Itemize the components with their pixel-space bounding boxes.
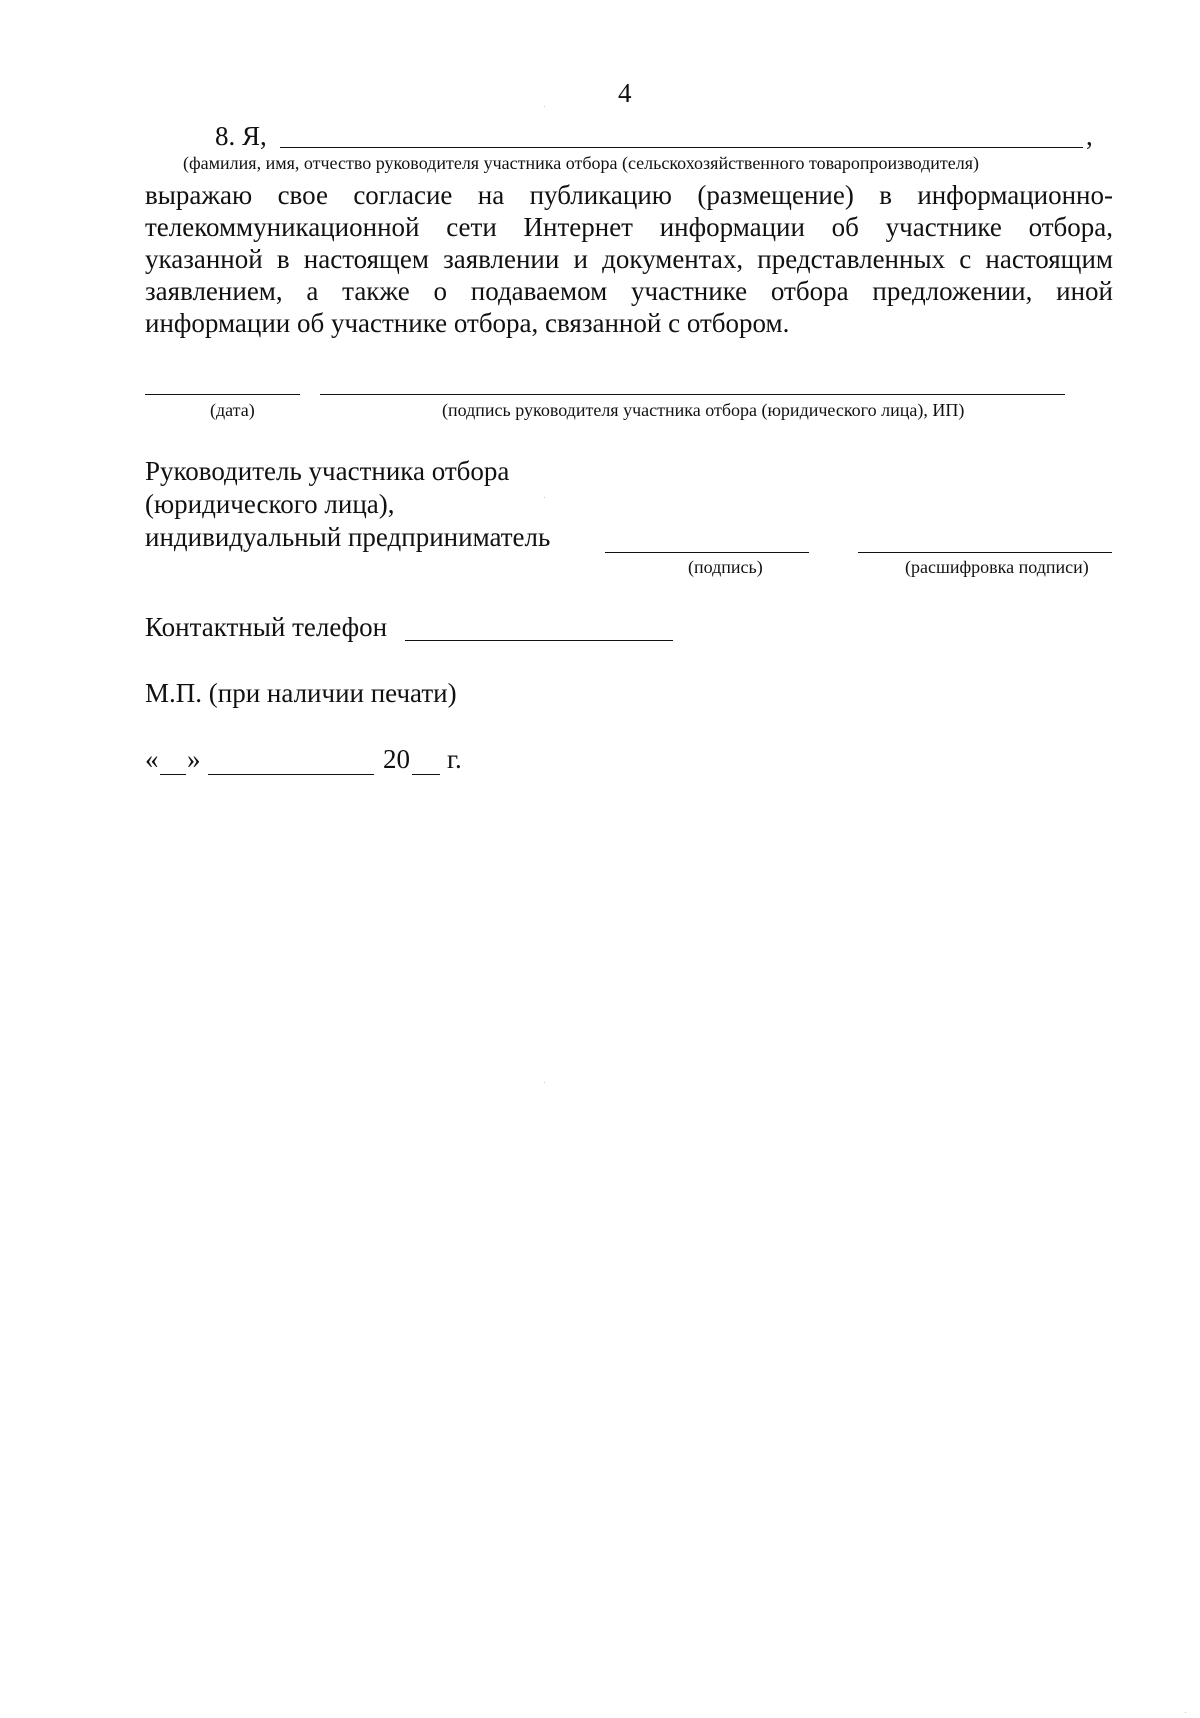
scan-speck bbox=[544, 1082, 545, 1083]
head-signature-line[interactable] bbox=[320, 394, 1065, 395]
contact-phone-input-line[interactable] bbox=[405, 640, 673, 641]
open-quote: « bbox=[145, 744, 159, 774]
head-line-3: индивидуальный предприниматель bbox=[145, 522, 551, 552]
signature-input-line[interactable] bbox=[605, 552, 809, 553]
month-input-line[interactable] bbox=[208, 774, 374, 775]
contact-phone-label: Контактный телефон bbox=[145, 612, 388, 642]
head-line-2: (юридического лица), bbox=[145, 489, 395, 519]
year-suffix: г. bbox=[447, 744, 462, 774]
decoding-input-line[interactable] bbox=[858, 552, 1112, 553]
scan-speck bbox=[1185, 1712, 1186, 1713]
date-caption: (дата) bbox=[210, 400, 255, 420]
consent-line-1: выражаю свое согласие на публикацию (размещение) в информационно- bbox=[145, 180, 1113, 210]
trailing-comma: , bbox=[1086, 121, 1093, 151]
consent-line-4: заявлением, а также о подаваемом участнике отбора предложении, иной bbox=[145, 276, 1113, 306]
head-line-1: Руководитель участника отбора bbox=[145, 456, 510, 486]
date-input-line[interactable] bbox=[145, 394, 300, 395]
year-prefix: 20 bbox=[383, 744, 410, 774]
scan-speck bbox=[544, 497, 545, 498]
year-input-line[interactable] bbox=[412, 774, 440, 775]
fio-input-line[interactable] bbox=[280, 147, 1083, 148]
day-input-line[interactable] bbox=[160, 774, 186, 775]
signature-caption: (подпись) bbox=[688, 557, 763, 577]
scan-speck bbox=[544, 106, 545, 107]
page-number: 4 bbox=[618, 78, 632, 108]
seal-label: М.П. (при наличии печати) bbox=[145, 678, 457, 708]
head-signature-caption: (подпись руководителя участника отбора (юридического лица), ИП) bbox=[442, 400, 965, 420]
decoding-caption: (расшифровка подписи) bbox=[905, 557, 1089, 577]
consent-line-3: указанной в настоящем заявлении и документах, представленных с настоящим bbox=[145, 244, 1113, 274]
close-quote: » bbox=[187, 744, 201, 774]
item-prefix: 8. Я, bbox=[215, 121, 267, 151]
fio-caption: (фамилия, имя, отчество руководителя участника отбора (сельскохозяйственного товаропроизводителя) bbox=[183, 153, 980, 173]
consent-line-2: телекоммуникационной сети Интернет информации об участнике отбора, bbox=[145, 212, 1113, 242]
consent-line-5: информации об участнике отбора, связанной с отбором. bbox=[145, 308, 790, 338]
